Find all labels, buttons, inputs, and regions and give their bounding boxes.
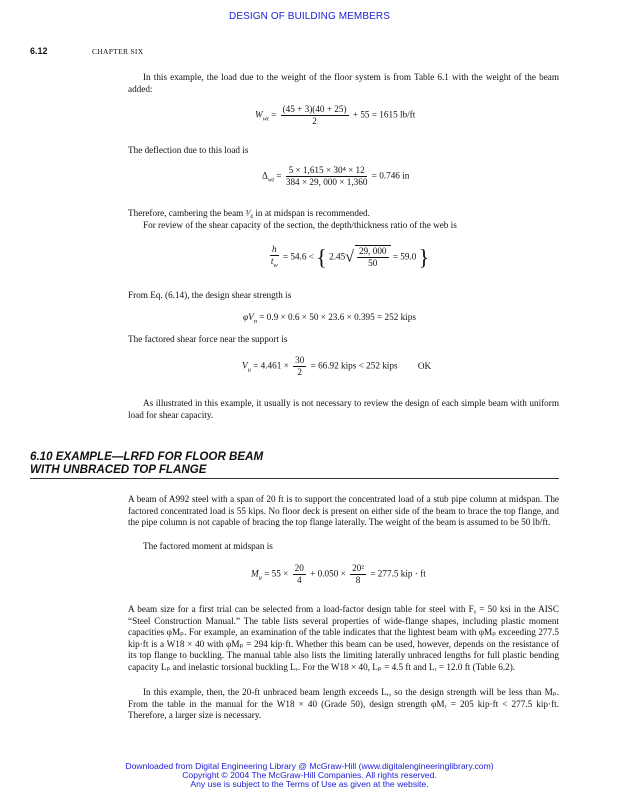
section-paragraph-3: In this example, then, the 20-ft unbraced beam length exceeds Lᵣ, so the design strength will be less than Mₚ. From the table in the manual for the W18 × 40 (Grade 50), design strength φMᵣ = 205 kip·ft < 277.5 kip·ft. Therefore, a larger size is necessary. [128, 687, 559, 721]
eq-moment-denominator-1: 4 [296, 575, 302, 585]
section-paragraph-1: A beam of A992 steel with a span of 20 ft is to support the concentrated load of a stub pipe column at midspan. The factored concentrated load is 55 kips. No floor deck is present on either side of the beam to brace the top flange, and the pipe column is not capable of bracing the top flange laterally. The weight of the beam is assumed to be 50 lb/ft. [128, 494, 559, 528]
footer-copyright-line: Copyright © 2004 The McGraw-Hill Companies. All rights reserved. [182, 770, 437, 780]
eq-factored-shear-ok: OK [417, 360, 432, 371]
eq-factored-shear-lhs-sub: u [247, 366, 251, 374]
equation-moment [251, 563, 426, 586]
equation-weight: $W_{wt}$ = $\frac{(45 + 3)(40 + 25)}{2}$ + 55 = 1615 lb/ft [255, 104, 416, 126]
intro-paragraph: In this example, the load due to the weight of the floor system is from Table 6.1 with the weight of the beam added: [128, 72, 559, 94]
deflection-intro: The deflection due to this load is [128, 145, 249, 155]
eq-web-rhs: = 59.0 [392, 251, 417, 262]
eq-moment-numerator-1: 20 [294, 563, 304, 573]
eq-deflection-lhs: Δ [262, 170, 268, 181]
section-paragraph-2: A beam size for a first trial can be selected from a load-factor design table for steel with Fᵧ = 50 ksi in the AISC “Steel Construction Manual.” The table lists several properties of wide-flange shapes, including plastic moment capacities φMₚ. For example, an examination of the table indicates that the lightest beam with φMₚ exceeding 277.5 kip·ft is a W18 × 40 with φMₚ = 294 kip·ft. Whether this beam can be used, however, depends on the resistance of its top flange to buckling. The manual table also lists the limiting laterally unbraced lengths for full plastic bending capacity Lₚ and inelastic torsional buckling Lᵣ. For the W18 × 40, Lₚ = 4.5 ft and Lᵣ = 12.0 ft (Table 6.2). [128, 604, 559, 672]
eq-web-mid: = 54.6 < [282, 251, 314, 262]
section-rule [30, 478, 559, 479]
footer-terms-line: Any use is subject to the Terms of Use as given at the website. [190, 779, 429, 789]
moment-intro: The factored moment at midspan is [143, 541, 273, 551]
eq-deflection-lhs-sub: wt [267, 176, 275, 184]
eq-moment-pre: = 55 × [264, 568, 289, 579]
eq-factored-shear-denominator: 2 [297, 367, 302, 377]
eq-deflection-numerator: 5 × 1,615 × 30⁴ × 12 [286, 165, 368, 177]
running-header-banner: DESIGN OF BUILDING MEMBERS [229, 11, 390, 22]
eq-deflection-rhs: = 0.746 in [371, 170, 410, 181]
section-heading-line1: 6.10 EXAMPLE—LRFD FOR FLOOR BEAM [30, 450, 264, 463]
eq-shear-strength-lhs-sub: n [253, 317, 257, 325]
eq-moment-lhs-sub: u [258, 574, 262, 582]
eq-moment-rhs: = 277.5 kip · ft [370, 568, 426, 579]
equation-factored-shear [242, 355, 431, 378]
eq-weight-denominator: 2 [312, 116, 317, 126]
eq-weight-numerator: (45 + 3)(40 + 25) [282, 104, 347, 114]
eq-moment-mid: + 0.050 × [310, 568, 346, 579]
eq-moment-lhs: M [251, 568, 259, 579]
footer-download-line: Downloaded from Digital Engineering Library @ McGraw-Hill (www.digitalengineeringlibrary.com) [125, 761, 494, 771]
shear-strength-intro: From Eq. (6.14), the design shear strength is [128, 290, 292, 300]
eq-moment-numerator-2: 20² [352, 563, 365, 573]
eq-weight-lhs: W [255, 109, 263, 120]
equation-deflection: $\Delta_{wt}$ = $\frac{\text{5 × 1,615 × 30⁴ × 12}}{384 \times 29, 000 \times 1,360}$ = 0.746 in [262, 165, 410, 187]
chapter-label: CHAPTER SIX [92, 47, 144, 56]
equation-shear-strength [243, 312, 416, 325]
eq-web-numerator: h [272, 244, 277, 254]
eq-web-denominator-sub: w [273, 261, 278, 269]
eq-web-coef: 2.45 [329, 251, 346, 262]
section-heading-line2: WITH UNBRACED TOP FLANGE [30, 463, 207, 476]
factored-shear-intro: The factored shear force near the support is [128, 334, 288, 344]
shear-review-paragraph: For review of the shear capacity of the section, the depth/thickness ratio of the web is [143, 220, 457, 230]
camber-paragraph: Therefore, cambering the beam ³⁄₄ in at midspan is recommended. [128, 208, 370, 218]
eq-shear-strength-lhs: φV [243, 312, 254, 322]
eq-weight-rhs: + 55 = 1615 lb/ft [352, 109, 416, 120]
eq-factored-shear-lhs: V [242, 360, 248, 371]
eq-web-radicand-numerator: 29, 000 [358, 246, 387, 257]
eq-factored-shear-pre: = 4.461 × [253, 360, 289, 371]
eq-deflection-denominator: 384 × 29, 000 × 1,360 [285, 177, 368, 187]
conclusion-paragraph: As illustrated in this example, it usually is not necessary to review the design of each simple beam with uniform load for shear capacity. [128, 398, 559, 420]
eq-web-denominator: t [270, 256, 274, 266]
eq-factored-shear-rhs: = 66.92 kips < 252 kips [310, 360, 398, 371]
equation-web-ratio: $\frac{h}{t_w}$ = 54.6 < { 2.45√ $\frac{29, 000}{50}$ = 59.0 } [270, 244, 430, 270]
eq-factored-shear-numerator: 30 [295, 355, 305, 365]
eq-web-radicand-denominator: 50 [368, 258, 378, 269]
page-number: 6.12 [30, 46, 48, 56]
eq-shear-strength-rhs: = 0.9 × 0.6 × 50 × 23.6 × 0.395 = 252 kips [259, 312, 416, 322]
eq-moment-denominator-2: 8 [355, 575, 361, 585]
eq-weight-lhs-sub: wt [262, 115, 269, 123]
